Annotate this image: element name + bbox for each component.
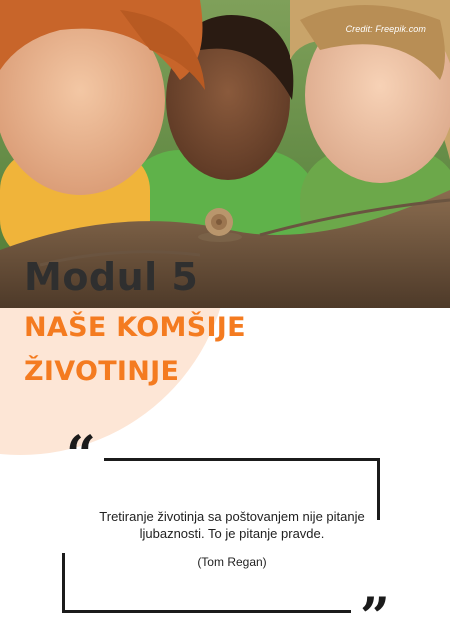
- close-quote-icon: ”: [360, 587, 390, 640]
- quote-frame-top-line: [104, 458, 380, 461]
- module-title-line-2: ŽIVOTINJE: [24, 356, 180, 387]
- photo-credit: Credit: Freepik.com: [345, 24, 426, 34]
- quote-frame-right-line: [377, 458, 380, 520]
- open-quote-icon: “: [66, 425, 96, 486]
- module-title-line-1: NAŠE KOMŠIJE: [24, 312, 246, 343]
- quote-frame-left-line: [62, 553, 65, 613]
- quote-frame-bottom-line: [62, 610, 351, 613]
- quote-text: Tretiranje životinja sa poštovanjem nije pitanje ljubaznosti. To je pitanje pravde.: [99, 509, 365, 541]
- quote-author: (Tom Regan): [197, 555, 267, 569]
- module-label: Modul 5: [24, 255, 199, 299]
